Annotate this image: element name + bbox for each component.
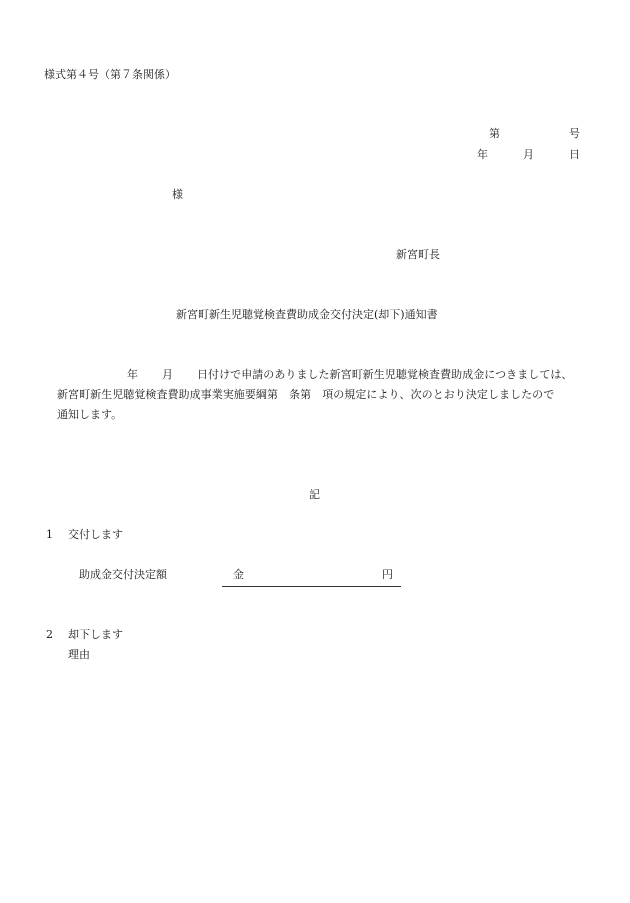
- date-year: 年: [477, 148, 488, 161]
- doc-number-suffix: 号: [569, 127, 580, 140]
- amount-kin: 金: [233, 568, 244, 581]
- amount-yen: 円: [382, 568, 393, 581]
- amount-label: 助成金交付決定額: [79, 568, 167, 581]
- item-1-number: 1: [46, 528, 53, 541]
- form-label: 様式第４号（第７条関係）: [44, 68, 176, 81]
- item-2-number: 2: [46, 628, 53, 641]
- doc-number-prefix: 第: [489, 127, 500, 140]
- amount-underline: [222, 586, 401, 587]
- recipient-honorific: 様: [172, 188, 183, 201]
- ki-heading: 記: [309, 488, 320, 501]
- item-1-label: 交付します: [68, 528, 123, 541]
- date-day: 日: [569, 148, 580, 161]
- body-line-2: 新宮町新生児聴覚検査費助成事業実施要綱第 条第 項の規定により、次のとおり決定しましたので: [57, 388, 555, 401]
- date-month: 月: [523, 148, 534, 161]
- reason-label: 理由: [68, 648, 90, 661]
- document-title: 新宮町新生児聴覚検査費助成金交付決定(却下)通知書: [176, 308, 438, 321]
- item-2-label: 却下します: [68, 628, 123, 641]
- body-month: 月: [162, 368, 173, 381]
- body-line-3: 通知します。: [57, 408, 123, 421]
- body-line-1: 日付けで申請のありました新宮町新生児聴覚検査費助成金につきましては、: [197, 368, 573, 381]
- body-year: 年: [127, 368, 138, 381]
- issuer-name: 新宮町長: [396, 248, 440, 261]
